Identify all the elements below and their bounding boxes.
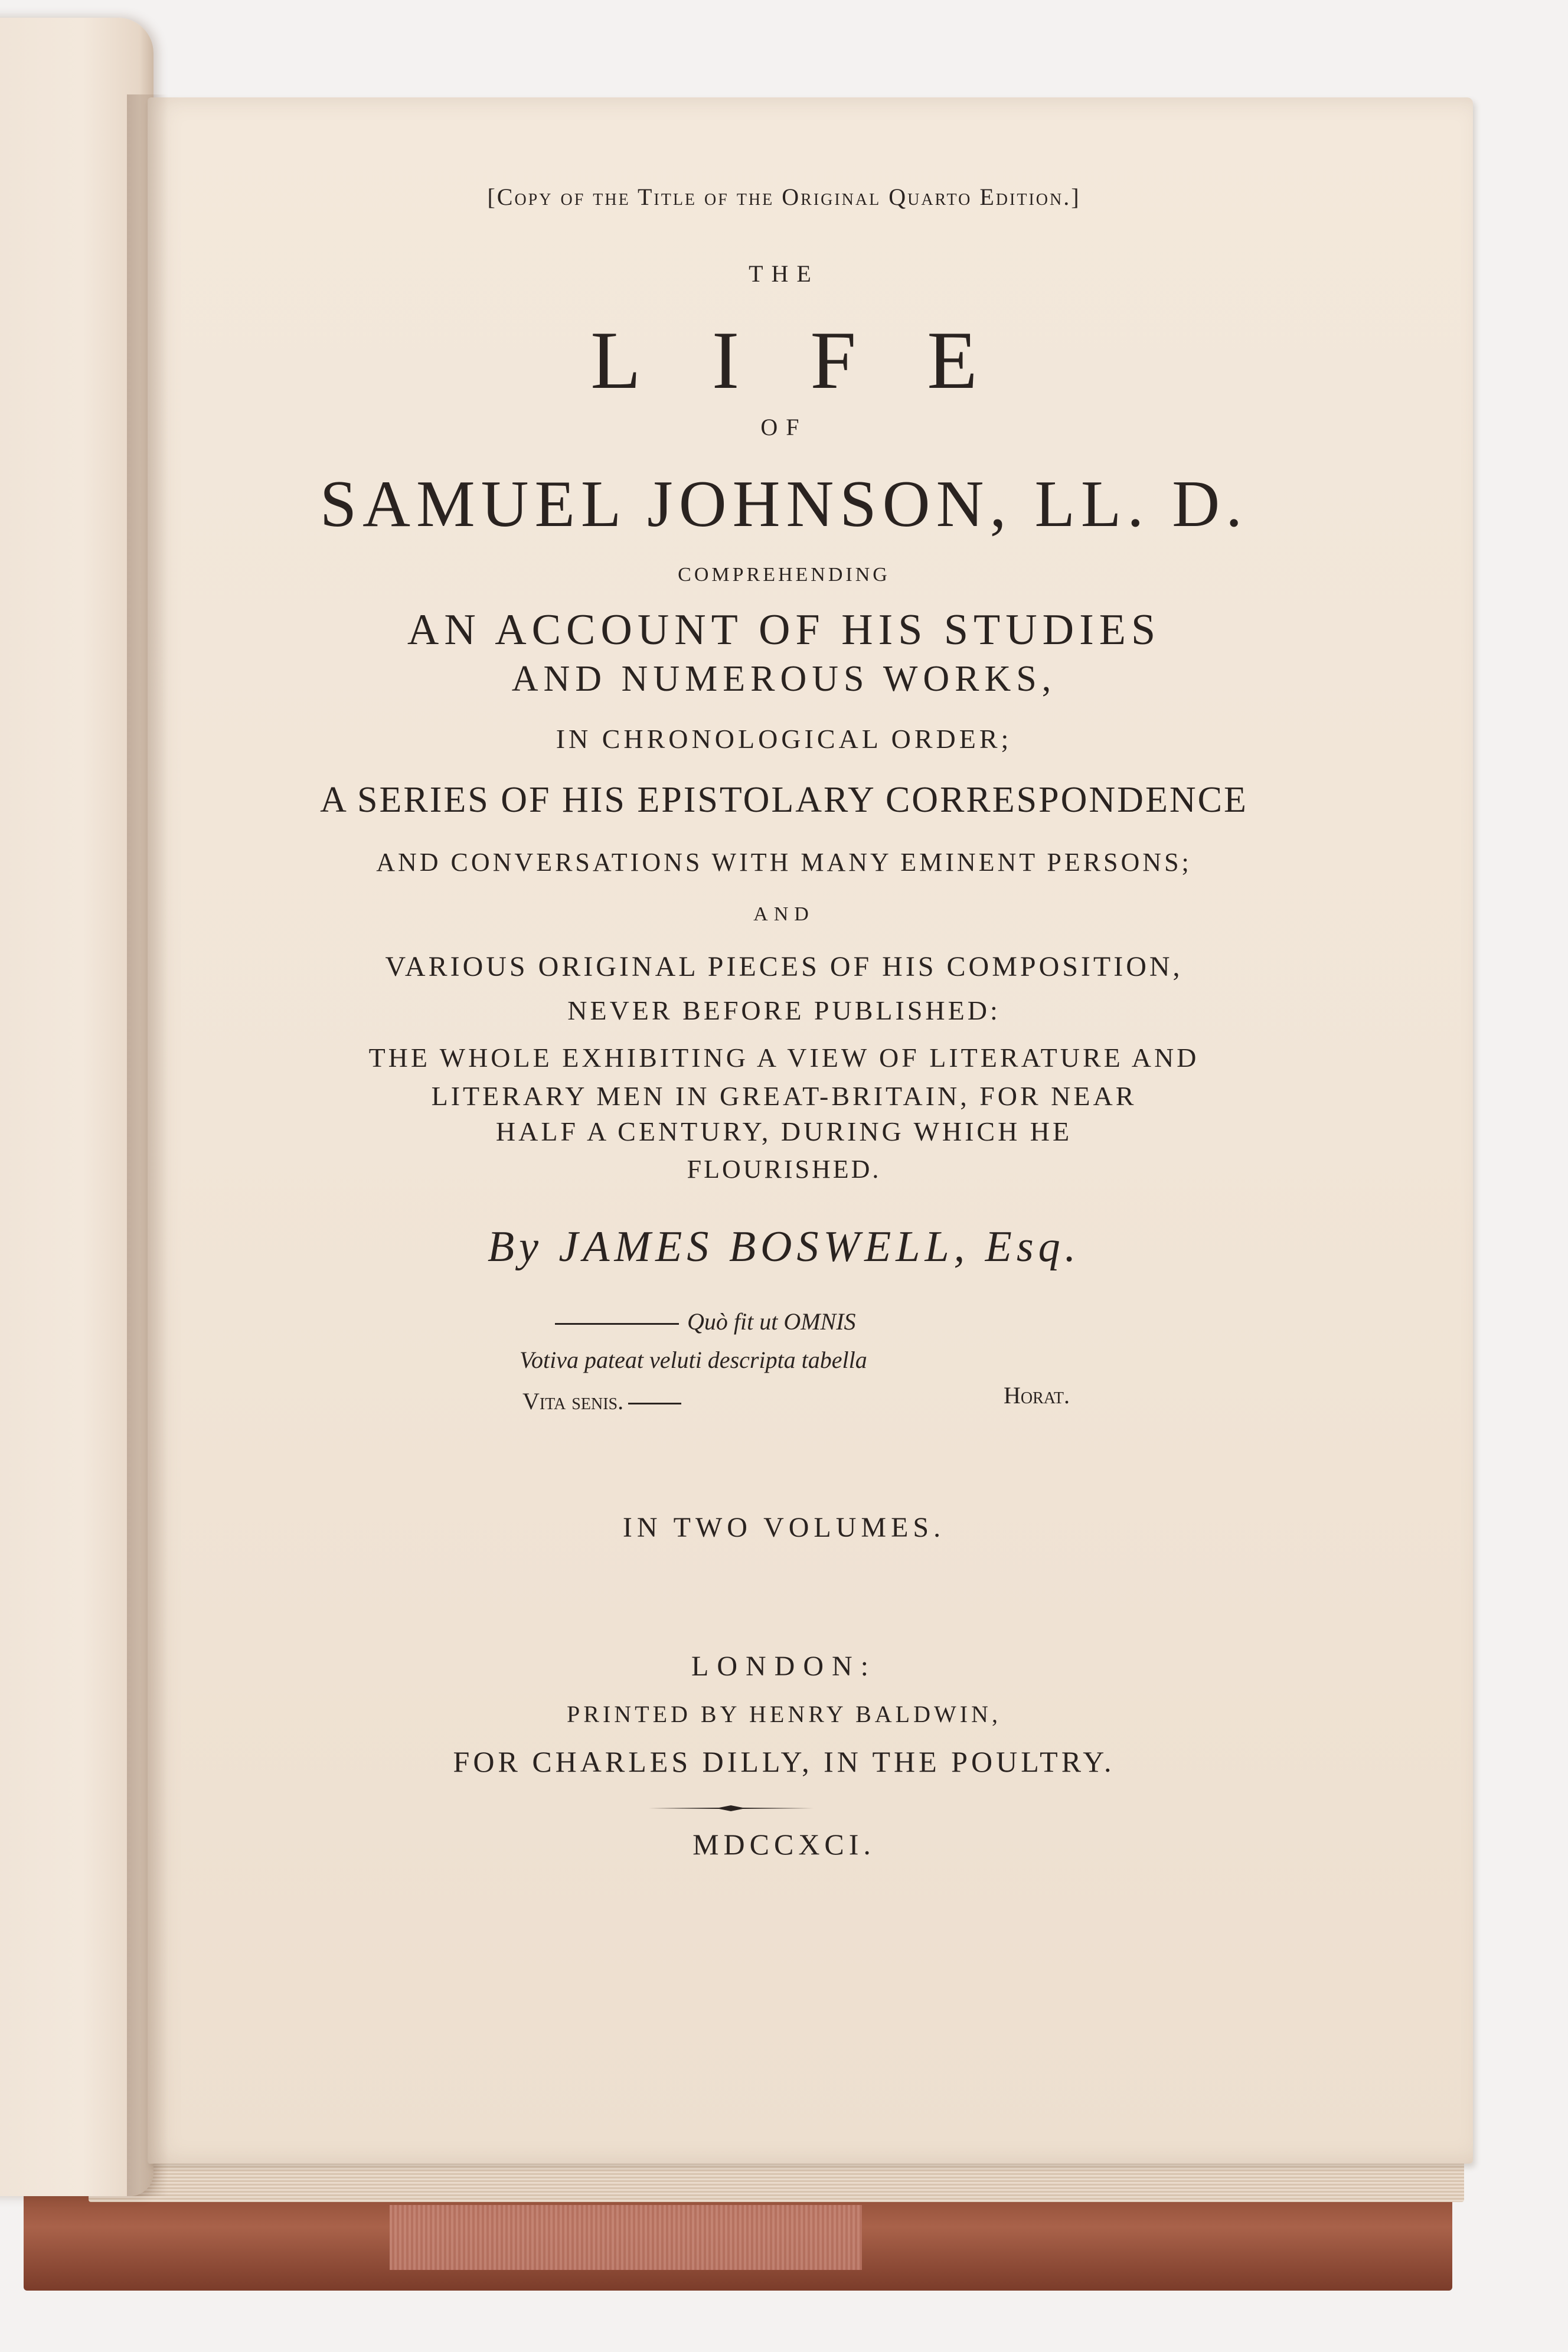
byline: By JAMES BOSWELL, Esq. [487,1223,1081,1271]
account-line: AN ACCOUNT OF HIS STUDIES [407,606,1161,654]
title-subject: SAMUEL JOHNSON, LL. D. [319,468,1249,541]
motto-rule [555,1323,679,1325]
motto-rule-2 [628,1403,681,1404]
and-line: AND [753,903,815,925]
motto-text-3: Vita senis. [522,1388,624,1415]
imprint-year: MDCCXCI. [692,1828,876,1861]
conversations-line: AND CONVERSATIONS WITH MANY EMINENT PERSONS; [376,848,1192,877]
title-the: THE [749,260,819,287]
series-line: A SERIES OF HIS EPISTOLARY CORRESPONDENCE [320,780,1248,820]
cover-cloth-panel [390,2205,862,2270]
works-line: AND NUMEROUS WORKS, [511,659,1057,699]
chronological-line: IN CHRONOLOGICAL ORDER; [556,724,1012,754]
page-block-edge [89,2161,1464,2202]
motto-text-1: Quò fit ut OMNIS [687,1308,856,1335]
motto-source: Horat. [1004,1382,1070,1409]
never-published-line: NEVER BEFORE PUBLISHED: [567,995,1001,1025]
motto-line-2: Votiva pateat veluti descripta tabella [520,1347,867,1373]
motto-line-1 [555,1308,856,1335]
volumes-line: IN TWO VOLUMES. [622,1512,946,1543]
comprehending-line: COMPREHENDING [678,564,890,586]
motto-line-3 [522,1387,681,1415]
copy-note: [Copy of the Title of the Original Quarto Edition.] [487,184,1081,210]
whole-line-4: FLOURISHED. [687,1155,881,1184]
whole-line-3: HALF A CENTURY, DURING WHICH HE [495,1116,1073,1146]
imprint-city: LONDON: [691,1651,877,1682]
whole-line-2: LITERARY MEN IN GREAT-BRITAIN, FOR NEAR [431,1081,1137,1111]
various-line: VARIOUS ORIGINAL PIECES OF HIS COMPOSITION, [385,951,1183,982]
whole-line-1: THE WHOLE EXHIBITING A VIEW OF LITERATURE AND [368,1043,1200,1073]
ornamental-rule [648,1805,814,1811]
imprint-publisher: FOR CHARLES DILLY, IN THE POULTRY. [453,1745,1115,1778]
imprint-printer: PRINTED BY HENRY BALDWIN, [567,1701,1001,1727]
title-life: LIFE [590,315,1048,406]
title-of: OF [760,414,808,440]
